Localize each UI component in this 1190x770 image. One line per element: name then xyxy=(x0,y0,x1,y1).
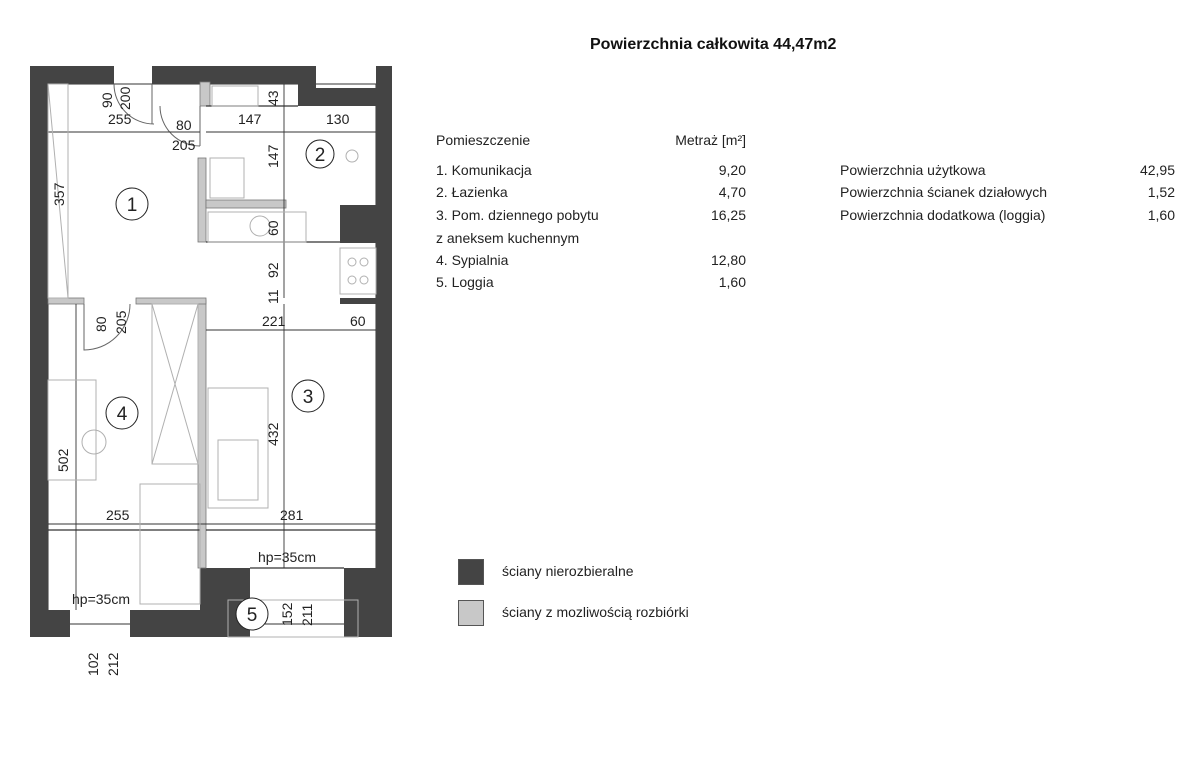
hp-label-right: hp=35cm xyxy=(258,549,316,565)
dim-205-mid: 205 xyxy=(113,310,129,334)
summary-label: Powierzchnia użytkowa xyxy=(840,162,986,178)
dim-147-h: 147 xyxy=(238,111,262,127)
room-number-2: 2 xyxy=(314,145,326,166)
dim-60-kitchen: 60 xyxy=(265,220,281,236)
rooms-table-row-label: 2. Łazienka xyxy=(436,184,508,200)
summary-table xyxy=(840,162,1175,232)
summary-label: Powierzchnia dodatkowa (loggia) xyxy=(840,207,1046,223)
dim-255-bottom: 255 xyxy=(106,507,130,523)
dim-211: 211 xyxy=(299,603,315,626)
summary-label: Powierzchnia ścianek działowych xyxy=(840,184,1047,200)
legend-swatch-structural xyxy=(458,559,484,585)
dim-60-right: 60 xyxy=(350,313,366,329)
rooms-table-row-label: 3. Pom. dziennego pobytu xyxy=(436,207,599,223)
room-number-4: 4 xyxy=(116,404,128,425)
page-title: Powierzchnia całkowita 44,47m2 xyxy=(590,36,837,53)
dim-80-mid: 80 xyxy=(93,316,109,332)
dim-502: 502 xyxy=(55,448,71,472)
dim-147-v: 147 xyxy=(265,144,281,168)
rooms-table-row-label: 4. Sypialnia xyxy=(436,252,509,268)
legend-swatch-partition xyxy=(458,600,484,626)
dim-357: 357 xyxy=(51,182,67,206)
rooms-table-row-label: z aneksem kuchennym xyxy=(436,230,580,246)
summary-value: 42,95 xyxy=(1139,162,1175,178)
legend-label: ściany nierozbieralne xyxy=(502,563,634,579)
dim-80-top: 80 xyxy=(176,117,192,133)
rooms-table-row-value: 4,70 xyxy=(718,184,746,200)
rooms-table-row-value: 12,80 xyxy=(710,252,746,268)
dim-152: 152 xyxy=(279,602,295,626)
rooms-table-row-label: 5. Loggia xyxy=(436,274,494,290)
legend-label: ściany z mozliwością rozbiórki xyxy=(502,604,689,620)
dim-130: 130 xyxy=(326,111,350,127)
summary-value: 1,60 xyxy=(1147,207,1175,223)
rooms-table-header-room: Pomieszczenie xyxy=(436,132,531,148)
hp-label-left: hp=35cm xyxy=(72,591,130,607)
dim-200: 200 xyxy=(117,86,133,110)
summary-value: 1,52 xyxy=(1147,184,1175,200)
dim-212: 212 xyxy=(105,652,121,676)
dim-102: 102 xyxy=(85,652,101,676)
dim-221: 221 xyxy=(262,313,286,329)
furniture xyxy=(48,84,376,637)
dim-432: 432 xyxy=(265,422,281,446)
inner-lines xyxy=(48,106,376,568)
dim-90: 90 xyxy=(99,92,115,108)
room-number-3: 3 xyxy=(302,387,314,408)
dim-11: 11 xyxy=(265,289,281,304)
dim-43: 43 xyxy=(265,90,281,106)
room-number-1: 1 xyxy=(126,195,138,216)
rooms-table-row-value: 16,25 xyxy=(710,207,746,223)
rooms-table-header-area: Metraż [m²] xyxy=(675,132,746,148)
rooms-table-row-value: 1,60 xyxy=(718,274,746,290)
dim-255-top: 255 xyxy=(108,111,132,127)
dim-205-top: 205 xyxy=(172,137,196,153)
rooms-table-row-label: 1. Komunikacja xyxy=(436,162,532,178)
dim-92: 92 xyxy=(265,262,281,278)
dim-281: 281 xyxy=(280,507,304,523)
room-number-5: 5 xyxy=(246,605,258,626)
rooms-table-row-value: 9,20 xyxy=(718,162,746,178)
rooms-table xyxy=(436,132,746,292)
structural-walls xyxy=(30,66,392,637)
